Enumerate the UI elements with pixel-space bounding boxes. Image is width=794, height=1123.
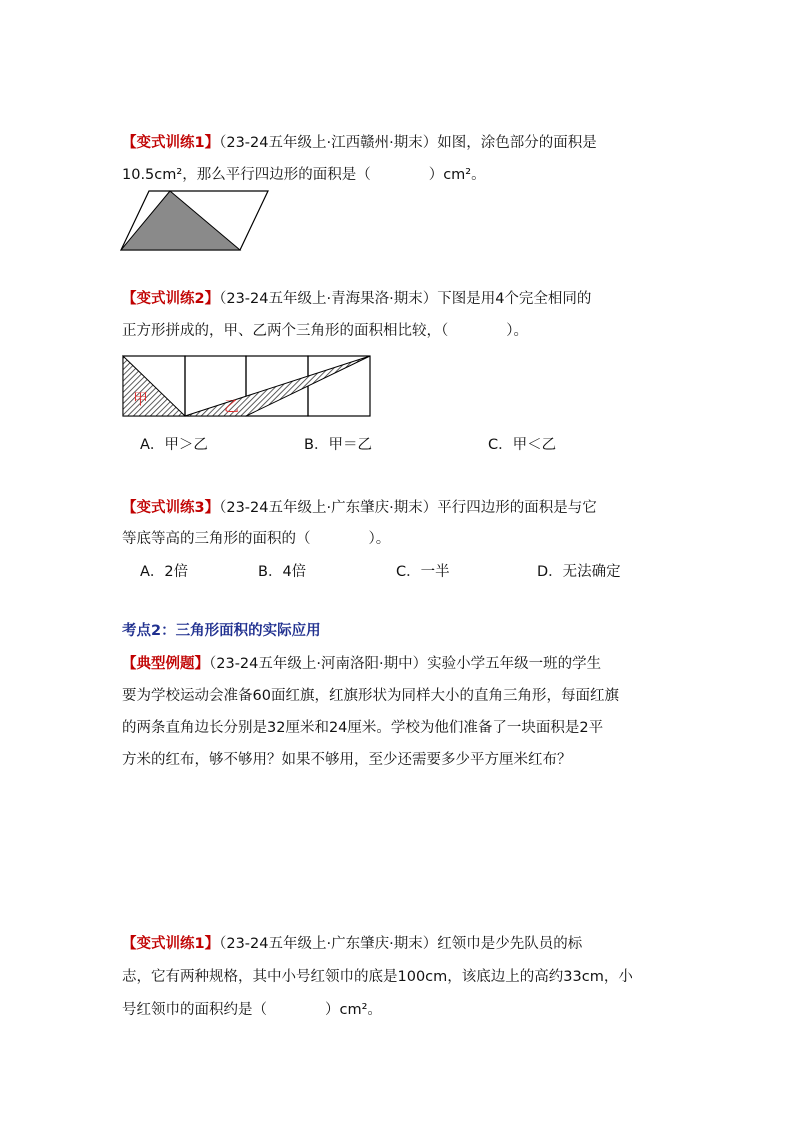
question-3-line-2: 等底等高的三角形的面积的（ ）。 xyxy=(122,531,391,547)
question-4-line-1 xyxy=(122,929,674,959)
example-source: （23-24五年级上·河南洛阳·期中） xyxy=(209,656,428,672)
question-3-source: （23-24五年级上·广东肇庆·期末） xyxy=(219,500,438,516)
question-3-text: 平行四边形的面积是与它 xyxy=(437,500,597,516)
section-heading: 考点2：三角形面积的实际应用 xyxy=(122,623,321,639)
question-4-source: （23-24五年级上·广东肇庆·期末） xyxy=(219,936,438,952)
question-1-line-2: 10.5cm²，那么平行四边形的面积是（ ）cm²。 xyxy=(122,167,486,183)
example-line-1 xyxy=(122,649,674,679)
example-problem xyxy=(122,649,674,775)
option-c[interactable]: C．甲＜乙 xyxy=(488,437,557,453)
option-b[interactable]: B．4倍 xyxy=(258,564,307,580)
question-1-tag: 【变式训练1】 xyxy=(122,135,220,151)
label-yi: 乙 xyxy=(224,397,240,415)
option-b[interactable]: B．甲＝乙 xyxy=(304,437,372,453)
question-1-source: （23-24五年级上·江西赣州·期末） xyxy=(219,135,438,151)
example-text: 实验小学五年级一班的学生 xyxy=(427,656,602,672)
question-2-source: （23-24五年级上·青海果洛·期末） xyxy=(219,291,438,307)
question-2-line-2: 正方形拼成的，甲、乙两个三角形的面积相比较，（ ）。 xyxy=(122,323,528,339)
option-c[interactable]: C．一半 xyxy=(396,564,450,580)
option-a[interactable]: A．2倍 xyxy=(140,564,189,580)
question-2-tag: 【变式训练2】 xyxy=(122,291,220,307)
example-line-2: 要为学校运动会准备60面红旗，红旗形状为同样大小的直角三角形，每面红旗 xyxy=(122,688,619,704)
question-4 xyxy=(122,929,674,1025)
question-2-text: 下图是用4个完全相同的 xyxy=(437,291,592,307)
question-3-line-1 xyxy=(122,493,674,523)
option-a[interactable]: A．甲＞乙 xyxy=(140,437,208,453)
question-1-text: 如图，涂色部分的面积是 xyxy=(437,135,597,151)
question-4-line-2: 志，它有两种规格，其中小号红领巾的底是100cm，该底边上的高约33cm，小 xyxy=(122,969,633,985)
example-line-4: 方米的红布，够不够用？如果不够用，至少还需要多少平方厘米红布？ xyxy=(122,752,572,768)
example-line-3: 的两条直角边长分别是32厘米和24厘米。学校为他们准备了一块面积是2平 xyxy=(122,720,604,736)
triangle-yi xyxy=(185,356,370,416)
example-tag: 【典型例题】 xyxy=(122,656,209,672)
option-d[interactable]: D．无法确定 xyxy=(537,564,621,580)
question-3-tag: 【变式训练3】 xyxy=(122,500,220,516)
square-4 xyxy=(308,356,370,416)
label-jia: 甲 xyxy=(133,390,149,408)
question-3 xyxy=(122,493,674,554)
question-4-tag: 【变式训练1】 xyxy=(122,936,220,952)
question-4-text: 红领巾是少先队员的标 xyxy=(437,936,583,952)
question-4-line-3: 号红领巾的面积约是（ ）cm²。 xyxy=(122,1002,382,1018)
